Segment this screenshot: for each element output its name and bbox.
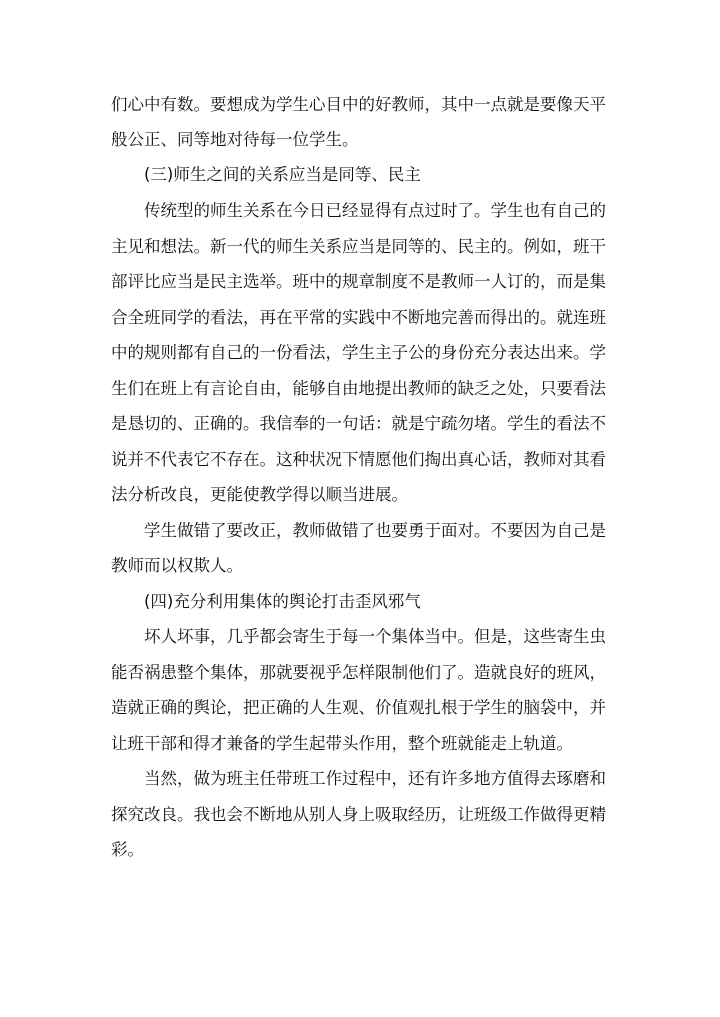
text-line: 们心中有数。要想成为学生心目中的好教师，其中一点就是要像天平 <box>111 95 606 114</box>
text-line: 造就正确的舆论，把正确的人生观、价值观扎根于学生的脑袋中，并 <box>111 698 606 717</box>
paragraph-start: 当然，做为班主任带班工作过程中，还有许多地方值得去琢磨和 <box>144 769 606 788</box>
text-line: 部评比应当是民主选举。班中的规章制度不是教师一人订的，而是集 <box>111 272 606 291</box>
text-line: 生们在班上有言论自由，能够自由地提出教师的缺乏之处，只要看法 <box>111 379 606 398</box>
paragraph-start: 传统型的师生关系在今日已经显得有点过时了。学生也有自己的 <box>144 201 606 220</box>
text-line: 主见和想法。新一代的师生关系应当是同等的、民主的。例如，班干 <box>111 237 606 256</box>
section-heading: (四)充分利用集体的舆论打击歪风邪气 <box>144 592 421 611</box>
paragraph-start: 学生做错了要改正，教师做错了也要勇于面对。不要因为自己是 <box>144 521 606 540</box>
text-line: 探究改良。我也会不断地从别人身上吸取经历，让班级工作做得更精 <box>111 805 606 824</box>
paragraph-start: 坏人坏事，几乎都会寄生于每一个集体当中。但是，这些寄生虫 <box>144 627 606 646</box>
text-line: 中的规则都有自己的一份看法，学生主子公的身份充分表达出来。学 <box>111 343 606 362</box>
section-heading: (三)师生之间的关系应当是同等、民主 <box>144 165 421 184</box>
text-line: 让班干部和得才兼备的学生起带头作用，整个班就能走上轨道。 <box>111 734 573 753</box>
text-line: 彩。 <box>111 840 144 859</box>
text-line: 教师而以权欺人。 <box>111 556 243 575</box>
text-line: 是恳切的、正确的。我信奉的一句话：就是宁疏勿堵。学生的看法不 <box>111 414 606 433</box>
text-line: 般公正、同等地对待每一位学生。 <box>111 130 359 149</box>
text-line: 说并不代表它不存在。这种状况下情愿他们掏出真心话，教师对其看 <box>111 450 606 469</box>
text-line: 法分析改良，更能使教学得以顺当进展。 <box>111 485 408 504</box>
text-line: 能否祸患整个集体，那就要视乎怎样限制他们了。造就良好的班风， <box>111 663 606 682</box>
text-line: 合全班同学的看法，再在平常的实践中不断地完善而得出的。就连班 <box>111 308 606 327</box>
